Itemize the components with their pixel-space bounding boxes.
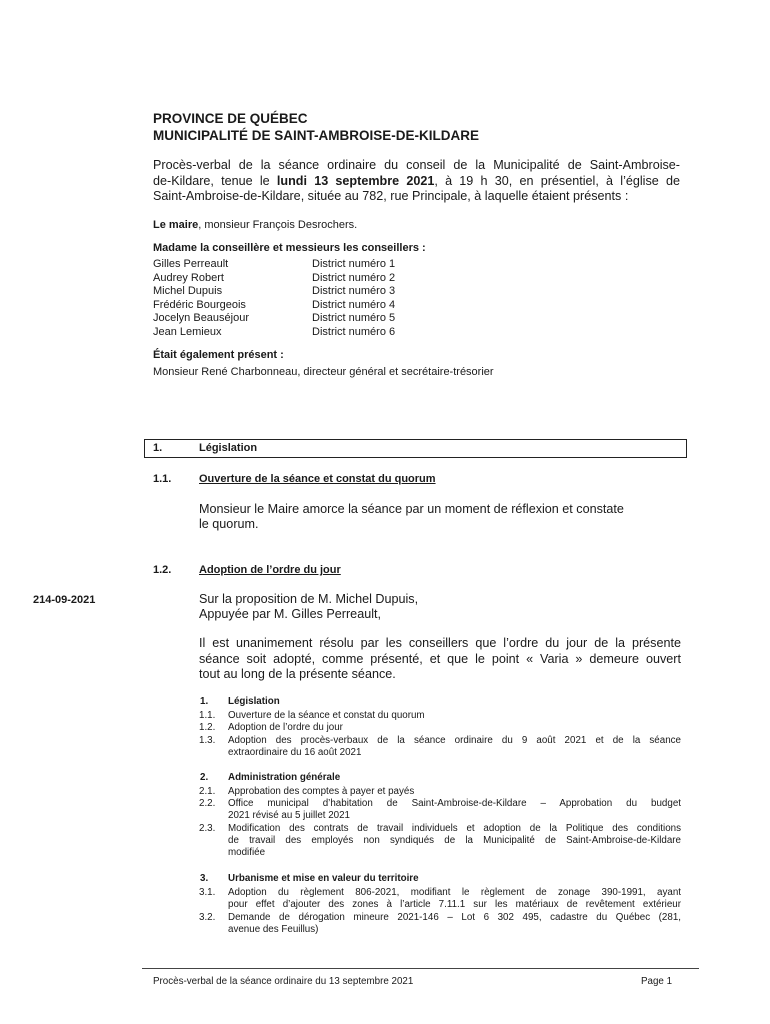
- resolution-line: séance soit adopté, comme présenté, et que le point « Varia » demeure ouvert: [199, 651, 681, 666]
- council-district: District numéro 6: [312, 326, 396, 338]
- agenda-group-number: 1.: [200, 696, 209, 707]
- subsection-1-1-number: 1.1.: [153, 473, 172, 485]
- section-1-number: 1.: [153, 442, 163, 454]
- proposal-line-1: Sur la proposition de M. Michel Dupuis,: [199, 592, 419, 606]
- resolution-paragraph: [199, 636, 681, 683]
- agenda-item-number: 3.2.: [199, 912, 216, 923]
- mayor-label: Le maire: [153, 219, 199, 231]
- agenda-item-text: avenue des Feuillus): [228, 924, 319, 935]
- agenda-list: [199, 696, 681, 946]
- council-title: Madame la conseillère et messieurs les conseillers :: [153, 242, 426, 254]
- agenda-group-title: Législation: [228, 696, 280, 707]
- agenda-item-text: Adoption des procès-verbaux de la séance ordinaire du 9 août 2021 et de la séance: [228, 735, 681, 746]
- agenda-group-title: Administration générale: [228, 772, 341, 783]
- resolution-line: Il est unanimement résolu par les conseillers que l’ordre du jour de la présente: [199, 636, 681, 650]
- resolution-line: tout au long de la présente séance.: [199, 667, 396, 681]
- council-district: District numéro 4: [312, 298, 396, 311]
- agenda-item-text: pour effet d’ajouter des zones à l’article 7.11.1 sur les matériaux de revêtement extérieur: [228, 899, 681, 910]
- agenda-item-number: 1.3.: [199, 735, 216, 746]
- subsection-1-1-body-1: Monsieur le Maire amorce la séance par un moment de réflexion et constate: [199, 502, 624, 516]
- mayor-line: Le maire, monsieur François Desrochers.: [153, 219, 358, 231]
- agenda-item-text: Demande de dérogation mineure 2021-146 – Lot 6 302 495, cadastre du Québec (281,: [228, 912, 681, 923]
- agenda-item-number: 2.1.: [199, 786, 216, 797]
- agenda-item-text: Adoption du règlement 806-2021, modifiant le règlement de zonage 390-1991, ayant: [228, 887, 681, 898]
- footer-title: Procès-verbal de la séance ordinaire du 13 septembre 2021: [153, 976, 414, 987]
- intro-line-3: Saint-Ambroise-de-Kildare, située au 782, rue Principale, à laquelle étaient présents :: [153, 189, 629, 203]
- intro-line-2: de-Kildare, tenue le lundi 13 septembre 2021, à 19 h 30, en présentiel, à l’église de: [153, 173, 681, 188]
- province-heading: PROVINCE DE QUÉBEC: [153, 111, 308, 126]
- agenda-item-number: 1.2.: [199, 722, 216, 733]
- also-present-text: Monsieur René Charbonneau, directeur général et secrétaire-trésorier: [153, 366, 494, 378]
- agenda-item-text: Modification des contrats de travail individuels et adoption de la Politique des conditions: [228, 823, 681, 834]
- agenda-item-number: 3.1.: [199, 887, 216, 898]
- resolution-number: 214-09-2021: [33, 594, 96, 606]
- municipality-heading: MUNICIPALITÉ DE SAINT-AMBROISE-DE-KILDARE: [153, 128, 479, 143]
- council-member-row: Frédéric Bourgeois: [153, 298, 246, 311]
- council-district: District numéro 5: [312, 312, 396, 325]
- intro-paragraph: [153, 158, 680, 205]
- subsection-1-2-number: 1.2.: [153, 564, 172, 576]
- council-district: District numéro 3: [312, 285, 396, 298]
- agenda-item-text: Adoption de l’ordre du jour: [228, 722, 343, 733]
- council-member-row: Jocelyn Beauséjour: [153, 312, 250, 325]
- agenda-item-text: 2021 révisé au 5 juillet 2021: [228, 810, 351, 821]
- subsection-1-1-title: Ouverture de la séance et constat du quorum: [199, 473, 436, 485]
- subsection-1-1-body-2: le quorum.: [199, 517, 259, 531]
- subsection-1-2-title: Adoption de l’ordre du jour: [199, 564, 341, 576]
- agenda-item-number: 2.3.: [199, 823, 216, 834]
- agenda-item-number: 2.2.: [199, 798, 216, 809]
- agenda-group-number: 2.: [200, 772, 209, 783]
- council-list: [153, 258, 453, 342]
- council-member-row: Audrey Robert: [153, 271, 224, 284]
- council-member-row: Michel Dupuis: [153, 285, 223, 298]
- council-district: District numéro 1: [312, 258, 396, 270]
- agenda-item-text: modifiée: [228, 847, 266, 858]
- agenda-group-title: Urbanisme et mise en valeur du territoire: [228, 873, 419, 884]
- meeting-date: lundi 13 septembre 2021: [276, 173, 435, 188]
- agenda-item-text: Office municipal d’habitation de Saint-Ambroise-de-Kildare – Approbation du budget: [228, 798, 681, 809]
- also-present-title: Était également présent :: [153, 349, 284, 361]
- agenda-item-text: Ouverture de la séance et constat du quorum: [228, 710, 425, 721]
- agenda-group-number: 3.: [200, 873, 209, 884]
- footer-divider: [142, 968, 699, 969]
- agenda-item-text: de travail des employés non syndiqués de la Municipalité de Saint-Ambroise-de-Kildare: [228, 835, 681, 846]
- agenda-item-number: 1.1.: [199, 710, 216, 721]
- council-member-row: Gilles Perreault: [153, 258, 229, 270]
- proposal-line-2: Appuyée par M. Gilles Perreault,: [199, 607, 381, 621]
- agenda-item-text: extraordinaire du 16 août 2021: [228, 747, 362, 758]
- page-number: Page 1: [641, 976, 673, 987]
- section-1-title: Législation: [199, 442, 258, 454]
- council-member-row: Jean Lemieux: [153, 326, 222, 338]
- council-district: District numéro 2: [312, 271, 396, 284]
- intro-line-1: Procès-verbal de la séance ordinaire du conseil de la Municipalité de Saint-Ambroise-: [153, 158, 680, 172]
- agenda-item-text: Approbation des comptes à payer et payés: [228, 786, 415, 797]
